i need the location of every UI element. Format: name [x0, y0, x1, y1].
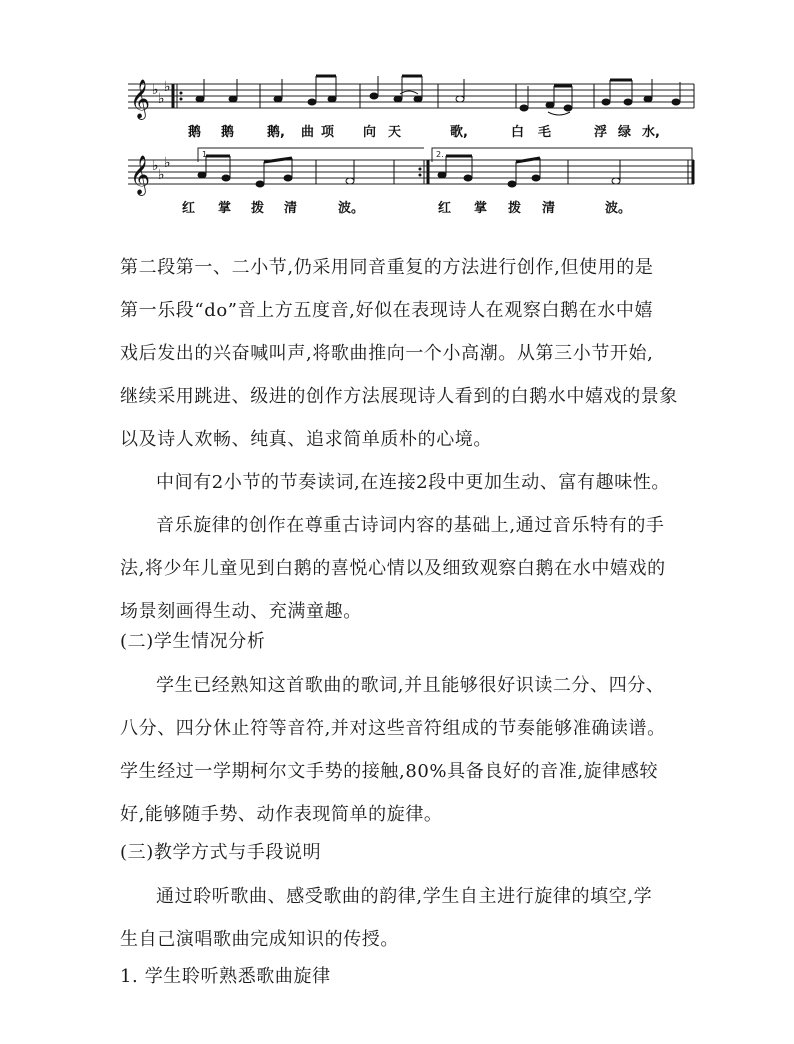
text-line: 好,能够随手势、动作表现简单的旋律。 [120, 804, 443, 825]
lyric-syllable: 清 [542, 201, 556, 216]
lyric-syllable: 拨 [251, 201, 265, 216]
text-line: 学生已经熟知这首歌曲的歌词,并且能够很好识读二分、四分、 [156, 675, 665, 696]
lyric-syllable: 清 [284, 201, 298, 216]
lyric-syllable: 拨 [508, 201, 522, 216]
section-heading [120, 838, 321, 864]
text-line: 学生经过一学期柯尔文手势的接触,80%具备良好的音准,旋律感较 [120, 761, 659, 782]
lyric-syllable: 鹅 [188, 125, 202, 140]
lyric-syllable: 绿 [618, 125, 632, 140]
treble-clef-icon: 𝄞 [130, 79, 151, 119]
lyric-syllable: 向 [363, 125, 377, 140]
body-paragraph [120, 504, 680, 633]
body-paragraph [120, 461, 680, 504]
lyric-syllable: 鹅 [221, 125, 235, 140]
text-line: 法,将少年儿童见到白鹅的喜悦心情以及细致观察白鹅在水中嬉戏的 [120, 558, 666, 579]
lyric-syllable: 歌, [450, 125, 468, 140]
numbered-item [120, 962, 331, 988]
text-line: 生自己演唱歌曲完成知识的传授。 [120, 929, 399, 950]
lyric-syllable: 水, [642, 125, 660, 140]
body-paragraph [120, 664, 680, 836]
text-line: 继续采用跳进、级进的创作方法展现诗人看到的白鹅水中嬉戏的景象 [120, 386, 678, 407]
lyric-syllable: 掌 [218, 201, 232, 216]
lyric-syllable: 波。 [605, 201, 632, 216]
text-line: 音乐旋律的创作在尊重古诗词内容的基础上,通过音乐特有的手 [156, 515, 665, 536]
text-line: 以及诗人欢畅、纯真、追求简单质朴的心境。 [120, 429, 492, 450]
text-line: 场景刻画得生动、充满童趣。 [120, 601, 362, 622]
body-paragraph [120, 875, 680, 961]
lyric-syllable: 白 [511, 125, 525, 140]
text-line: 中间有2小节的节奏读词,在连接2段中更加生动、富有趣味性。 [156, 472, 671, 493]
svg-text:♭: ♭ [152, 82, 159, 98]
volta-first-ending: 1. [202, 150, 210, 159]
text-line: 通过聆听歌曲、感受歌曲的韵律,学生自主进行旋律的填空,学 [156, 886, 653, 907]
body-paragraph [120, 246, 680, 461]
text-line: 戏后发出的兴奋喊叫声,将歌曲推向一个小高潮。从第三小节开始, [120, 343, 654, 364]
text-line: 第二段第一、二小节,仍采用同音重复的方法进行创作,但使用的是 [120, 257, 654, 278]
svg-text:♭: ♭ [158, 91, 165, 107]
heading-text: (二)学生情况分析 [120, 631, 266, 652]
svg-text:♭: ♭ [164, 79, 171, 95]
lyric-syllable: 浮 [594, 125, 608, 140]
lyric-syllable: 波。 [338, 201, 365, 216]
section-heading [120, 627, 265, 653]
item-text: 1. 学生聆听熟悉歌曲旋律 [120, 966, 331, 987]
volta-second-ending: 2. [436, 150, 444, 159]
treble-clef-icon: 𝄞 [130, 155, 151, 195]
lyric-syllable: 毛 [538, 125, 552, 140]
text-line: 第一乐段“do”音上方五度音,好似在表现诗人在观察白鹅在水中嬉 [120, 300, 654, 321]
svg-text:♭: ♭ [164, 155, 171, 171]
text-line: 八分、四分休止符等音符,并对这些音符组成的节奏能够准确读谱。 [120, 718, 666, 739]
lyric-syllable: 掌 [474, 201, 488, 216]
heading-text: (三)教学方式与手段说明 [120, 842, 322, 863]
svg-text:♭: ♭ [158, 167, 165, 183]
lyric-syllable: 鹅, [267, 125, 285, 140]
lyric-syllable: 曲 [301, 125, 315, 140]
lyric-syllable: 红 [182, 201, 196, 216]
music-score [128, 70, 698, 230]
lyric-syllable: 项 [321, 125, 335, 140]
lyric-syllable: 红 [438, 201, 452, 216]
svg-text:♭: ♭ [152, 158, 159, 174]
lyric-syllable: 天 [388, 125, 402, 140]
